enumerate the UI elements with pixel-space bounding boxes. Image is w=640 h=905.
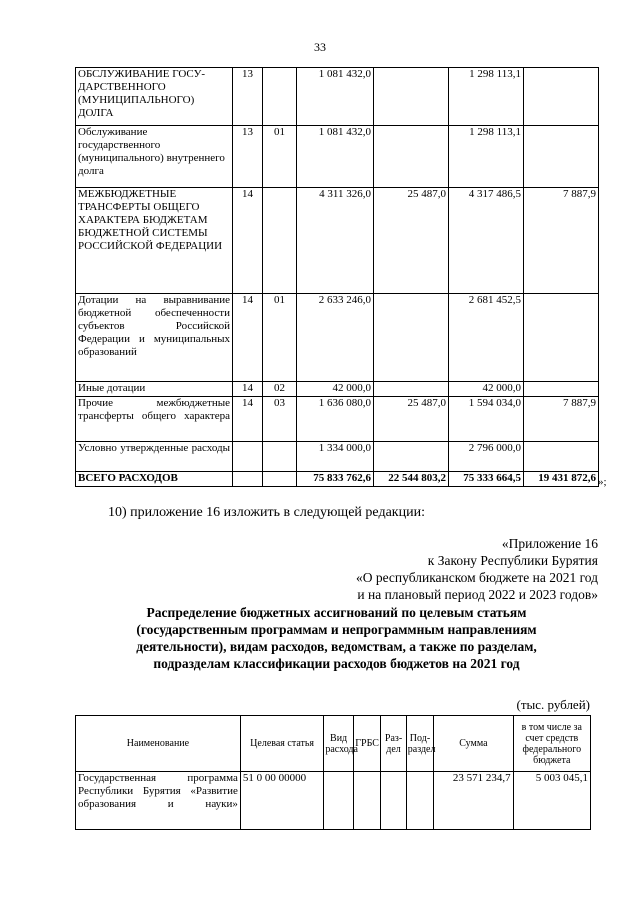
heading-line: (государственным программам и непрограммным направлениям — [136, 622, 537, 637]
row-grbs — [353, 772, 380, 830]
row-podrazdel: 02 — [263, 382, 297, 397]
row-value-4 — [524, 294, 599, 382]
row-value-4: 7 887,9 — [524, 397, 599, 442]
row-value-3: 4 317 486,5 — [449, 188, 524, 294]
header-grbs: ГРБС — [353, 716, 380, 772]
row-value-3: 2 796 000,0 — [449, 442, 524, 472]
row-value-2 — [374, 68, 449, 126]
appendix-reference — [356, 535, 598, 603]
row-vid — [324, 772, 354, 830]
row-value-4 — [524, 126, 599, 188]
row-sum: 23 571 234,7 — [434, 772, 513, 830]
units-label: (тыс. рублей) — [516, 697, 590, 712]
heading-line: Распределение бюджетных ассигнований по целевым статьям — [146, 605, 527, 620]
row-name: Дотации на выравнивание бюджетной обеспеченности субъектов Российской Федерации и муниципальных образований — [76, 294, 233, 382]
total-value-3: 75 333 664,5 — [449, 472, 524, 487]
row-razdel: 13 — [233, 126, 263, 188]
appendix-line: «О республиканском бюджете на 2021 год — [355, 570, 598, 585]
row-value-4: 7 887,9 — [524, 188, 599, 294]
row-value-4 — [524, 68, 599, 126]
table-row — [76, 294, 599, 382]
row-podrazdel — [406, 772, 433, 830]
row-value-2: 25 487,0 — [374, 188, 449, 294]
row-value-3: 1 298 113,1 — [449, 68, 524, 126]
row-value-3: 2 681 452,5 — [449, 294, 524, 382]
row-razdel: 13 — [233, 68, 263, 126]
total-value-4: 19 431 872,6 — [524, 472, 599, 487]
row-name: Прочие межбюджетные трансферты общего характера — [76, 397, 233, 442]
header-target: Целевая статья — [240, 716, 323, 772]
table-row — [76, 126, 599, 188]
row-value-1: 4 311 326,0 — [297, 188, 374, 294]
table-row — [76, 442, 599, 472]
row-razdel: 14 — [233, 188, 263, 294]
row-value-2 — [374, 126, 449, 188]
total-podrazdel — [263, 472, 297, 487]
table-row — [76, 68, 599, 126]
row-podrazdel — [263, 68, 297, 126]
expenses-table — [75, 67, 599, 487]
row-value-2 — [374, 382, 449, 397]
table-row — [76, 397, 599, 442]
row-podrazdel: 03 — [263, 397, 297, 442]
header-row — [76, 716, 591, 772]
row-name: Государственная программа Республики Бурятия «Развитие образования и науки» — [76, 772, 241, 830]
row-name: ОБСЛУЖИВАНИЕ ГОСУ-ДАРСТВЕННОГО (МУНИЦИПАЛЬНОГО) ДОЛГА — [76, 68, 233, 126]
row-federal: 5 003 045,1 — [513, 772, 590, 830]
row-podrazdel — [263, 188, 297, 294]
appendix-line: к Закону Республики Бурятия — [427, 553, 598, 568]
row-name: Обслуживание государственного (муниципального) внутреннего долга — [76, 126, 233, 188]
table-row — [76, 772, 591, 830]
row-name: Условно утвержденные расходы — [76, 442, 233, 472]
section-heading — [75, 604, 598, 672]
row-value-4 — [524, 442, 599, 472]
row-razdel: 14 — [233, 294, 263, 382]
total-value-1: 75 833 762,6 — [297, 472, 374, 487]
row-value-2 — [374, 294, 449, 382]
row-value-1: 1 636 080,0 — [297, 397, 374, 442]
amendment-paragraph: 10) приложение 16 изложить в следующей редакции: — [108, 505, 425, 520]
row-value-2 — [374, 442, 449, 472]
table-closing-quote: »; — [598, 476, 607, 488]
row-value-1: 1 081 432,0 — [297, 126, 374, 188]
row-value-2: 25 487,0 — [374, 397, 449, 442]
header-federal: в том числе за счет средств федерального бюджета — [513, 716, 590, 772]
row-value-3: 1 298 113,1 — [449, 126, 524, 188]
row-name: МЕЖБЮДЖЕТНЫЕ ТРАНСФЕРТЫ ОБЩЕГО ХАРАКТЕРА БЮДЖЕТАМ БЮДЖЕТНОЙ СИСТЕМЫ РОССИЙСКОЙ ФЕДЕРАЦИИ — [76, 188, 233, 294]
total-label: ВСЕГО РАСХОДОВ — [76, 472, 233, 487]
header-razdel: Раз-дел — [381, 716, 406, 772]
row-podrazdel — [263, 442, 297, 472]
header-podrazdel: Под-раздел — [406, 716, 433, 772]
total-value-2: 22 544 803,2 — [374, 472, 449, 487]
row-podrazdel: 01 — [263, 294, 297, 382]
appendix-line: и на плановый период 2022 и 2023 годов» — [357, 587, 598, 602]
row-value-4 — [524, 382, 599, 397]
row-value-3: 42 000,0 — [449, 382, 524, 397]
header-name: Наименование — [76, 716, 241, 772]
appendix-line: «Приложение 16 — [501, 536, 598, 551]
row-razdel: 14 — [233, 397, 263, 442]
row-value-1: 42 000,0 — [297, 382, 374, 397]
heading-line: деятельности), видам расходов, ведомствам, а также по разделам, — [136, 639, 537, 654]
header-vid: Вид расхода — [324, 716, 354, 772]
row-value-1: 2 633 246,0 — [297, 294, 374, 382]
row-razdel — [381, 772, 406, 830]
table-row — [76, 382, 599, 397]
table-row — [76, 188, 599, 294]
row-value-1: 1 081 432,0 — [297, 68, 374, 126]
heading-line: подразделам классификации расходов бюджетов на 2021 год — [153, 656, 520, 671]
allocation-table — [75, 715, 591, 830]
total-row — [76, 472, 599, 487]
row-value-1: 1 334 000,0 — [297, 442, 374, 472]
row-target: 51 0 00 00000 — [240, 772, 323, 830]
row-razdel — [233, 442, 263, 472]
header-sum: Сумма — [434, 716, 513, 772]
row-name: Иные дотации — [76, 382, 233, 397]
row-value-3: 1 594 034,0 — [449, 397, 524, 442]
page-number: 33 — [314, 40, 326, 54]
total-razdel — [233, 472, 263, 487]
row-podrazdel: 01 — [263, 126, 297, 188]
row-razdel: 14 — [233, 382, 263, 397]
